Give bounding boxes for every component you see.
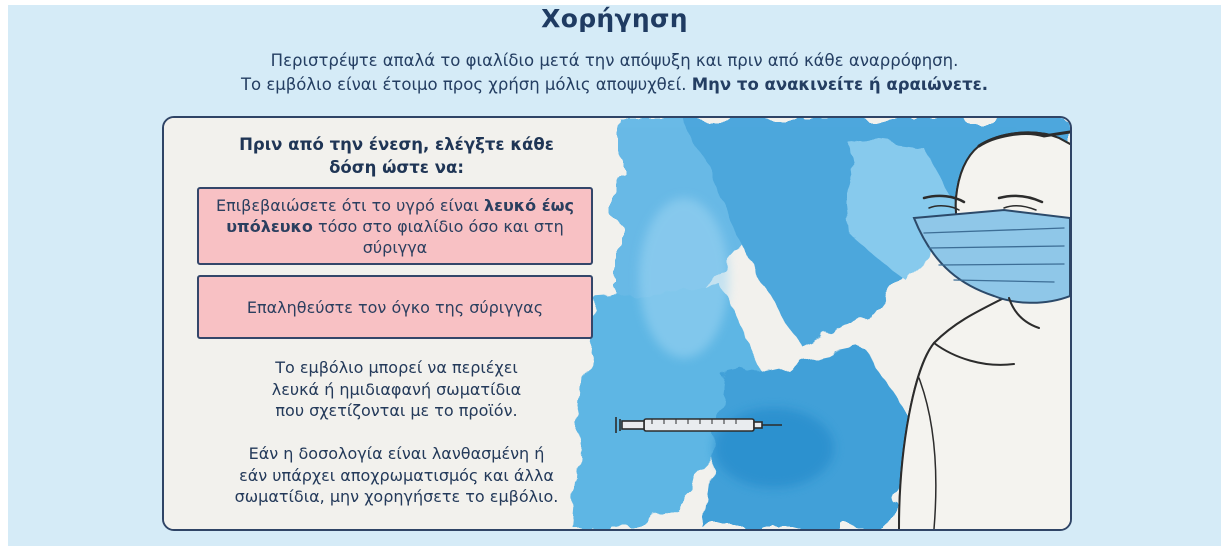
intro-line-2-bold: Μην το ανακινείτε ή αραιώνετε. [691, 75, 989, 94]
intro-line-2 [0, 73, 1229, 97]
do-not-administer-line-2: εάν υπάρχει αποχρωματισμός και άλλα [239, 465, 554, 485]
check-box-volume [197, 275, 593, 339]
check-box-color-post: τόσο στο φιαλίδιο όσο και στη σύριγγα [312, 217, 564, 257]
intro-line-2-plain: Το εμβόλιο είναι έτοιμο προς χρήση μόλις αποψυχθεί. [240, 75, 692, 94]
intro-line-1: Περιστρέψτε απαλά το φιαλίδιο μετά την απόψυξη και πριν από κάθε αναρρόφηση. [270, 51, 959, 70]
check-box-color-bold: λευκό έως υπόλευκο [226, 196, 575, 236]
check-heading-line-1: Πριν από την ένεση, ελέγξτε κάθε [239, 135, 554, 154]
particles-note-line-3: που σχετίζονται με το προϊόν. [275, 401, 518, 420]
do-not-administer-line-3: σωματίδια, μην χορηγήσετε το εμβόλιο. [234, 487, 559, 506]
do-not-administer-note [194, 443, 599, 508]
check-box-color [197, 187, 593, 265]
check-heading-line-2: δόση ώστε να: [329, 158, 464, 177]
particles-note-line-1: Το εμβόλιο μπορεί να περιέχει [275, 358, 518, 377]
intro-text [0, 49, 1229, 97]
check-box-volume-text: Επαληθεύστε τον όγκο της σύριγγας [246, 298, 544, 317]
check-box-color-pre: Επιβεβαιώσετε ότι το υγρό είναι [215, 196, 484, 215]
do-not-administer-line-1: Εάν η δοσολογία είναι λανθασμένη ή [248, 444, 545, 463]
info-panel [162, 116, 1072, 531]
particles-note [194, 357, 599, 422]
page-title: Χορήγηση [541, 4, 688, 33]
check-heading [204, 133, 589, 179]
particles-note-line-2: λευκά ή ημιδιαφανή σωματίδια [271, 379, 522, 399]
